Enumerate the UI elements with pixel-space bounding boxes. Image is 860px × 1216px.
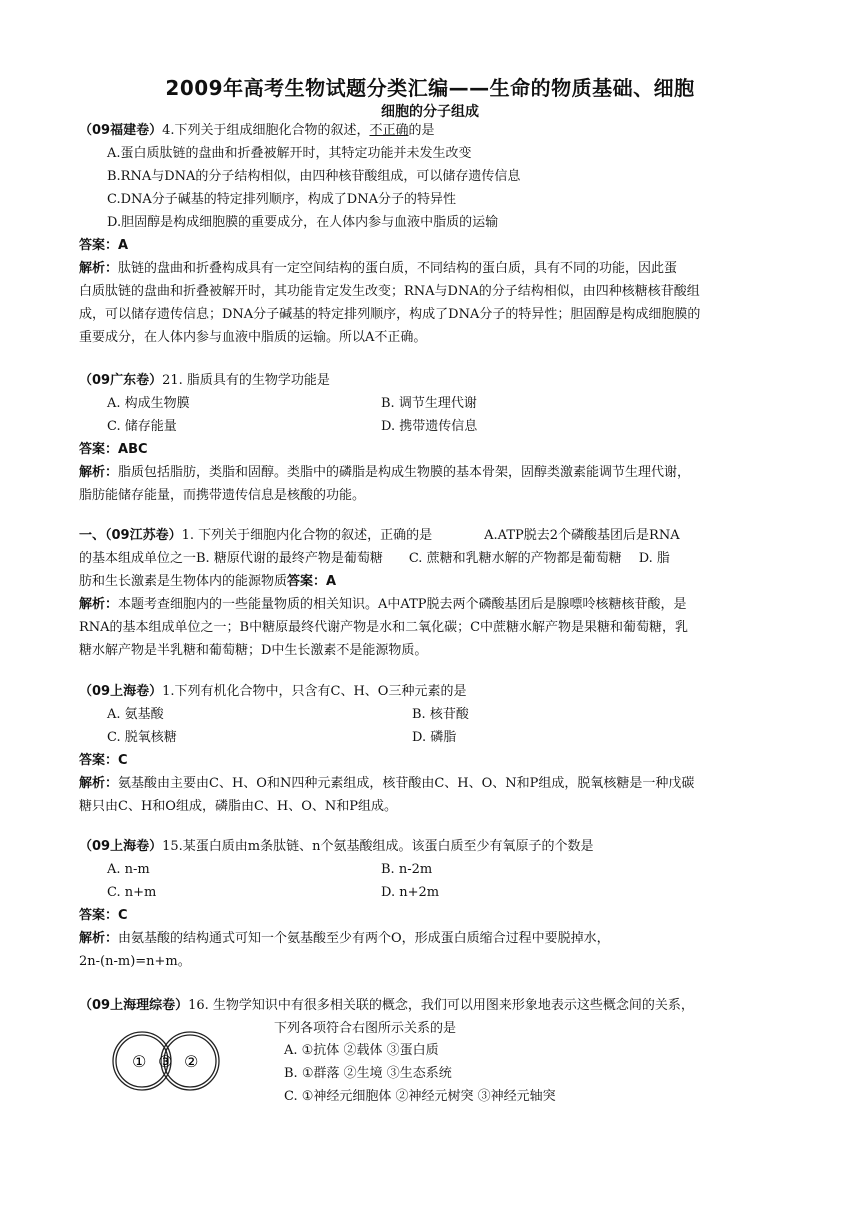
document-title: 2009年高考生物试题分类汇编——生命的物质基础、细胞 [165, 76, 695, 100]
q5-answer-value: C [118, 908, 128, 923]
q2-answer [79, 439, 148, 461]
venn-diagram [104, 1030, 228, 1092]
q5-stem [79, 836, 593, 858]
analysis-label: 解析： [79, 597, 119, 612]
q1-option-a: A.蛋白质肽链的盘曲和折叠被解开时，其特定功能并未发生改变 [107, 146, 472, 161]
q2-analysis-line-1 [79, 462, 690, 484]
q2-option-b: B. 调节生理代谢 [381, 396, 477, 411]
q2-option-d: D. 携带遗传信息 [381, 419, 478, 434]
q4-stem [79, 681, 466, 703]
q1-stem [79, 120, 435, 142]
q6-stem-text: 16. 生物学知识中有很多相关联的概念，我们可以用图来形象地表示这些概念间的关系， [188, 998, 694, 1013]
q6-option-b: B. ①群落 ②生境 ③生态系统 [284, 1066, 452, 1081]
q4-source: （09上海卷） [79, 684, 163, 699]
q2-answer-value: ABC [118, 442, 148, 457]
section-subtitle: 细胞的分子组成 [381, 104, 479, 120]
q1-option-d: D.胆固醇是构成细胞膜的重要成分，在人体内参与血液中脂质的运输 [107, 215, 499, 230]
q5-option-b: B. n-2m [381, 862, 433, 877]
q4-answer-value: C [118, 753, 128, 768]
q2-stem-text: 21. 脂质具有的生物学功能是 [162, 373, 330, 388]
q4-option-a: A. 氨基酸 [107, 707, 164, 722]
q1-analysis-line-4: 重要成分，在人体内参与血液中脂质的运输。所以A不正确。 [79, 330, 427, 345]
q4-stem-text: 1.下列有机化合物中，只含有C、H、O三种元素的是 [162, 684, 467, 699]
answer-label: 答案： [79, 238, 119, 253]
q4-option-c: C. 脱氧核糖 [107, 730, 177, 745]
q6-option-a: A. ①抗体 ②载体 ③蛋白质 [284, 1043, 439, 1058]
answer-label: 答案： [79, 908, 119, 923]
q3-analysis-text: 本题考查细胞内的一些能量物质的相关知识。A中ATP脱去两个磷酸基团后是腺嘌呤核糖核苷酸，是 [118, 597, 687, 612]
q1-option-b: B.RNA与DNA的分子结构相似，由四种核苷酸组成，可以储存遗传信息 [107, 169, 521, 184]
q5-option-c: C. n+m [107, 885, 157, 900]
q3-line-3 [79, 571, 336, 593]
q1-stem-text: 4.下列关于组成细胞化合物的叙述， [162, 123, 370, 138]
q1-source: （09福建卷） [79, 123, 163, 138]
q4-answer [79, 750, 128, 772]
q1-option-c: C.DNA分子碱基的特定排列顺序，构成了DNA分子的特异性 [107, 192, 456, 207]
q5-stem-text: 15.某蛋白质由m条肽链、n个氨基酸组成。该蛋白质至少有氧原子的个数是 [162, 839, 594, 854]
q4-option-b: B. 核苷酸 [412, 707, 469, 722]
q6-option-c: C. ①神经元细胞体 ②神经元树突 ③神经元轴突 [284, 1089, 556, 1104]
q6-source: （09上海理综卷） [79, 998, 189, 1013]
q3-prefix: 一、 [79, 528, 106, 543]
q3-line-2: 的基本组成单位之一B. 糖原代谢的最终产物是葡萄糖 C. 蔗糖和乳糖水解的产物都是葡萄糖 D. 脂 [79, 551, 670, 566]
q3-answer-value: A [326, 574, 337, 589]
q2-option-a: A. 构成生物膜 [107, 396, 190, 411]
q3-analysis-line-1 [79, 594, 687, 616]
answer-label: 答案： [79, 442, 119, 457]
analysis-label: 解析： [79, 465, 119, 480]
q2-analysis-line-2: 脂肪能储存能量，而携带遗传信息是核酸的功能。 [79, 488, 366, 503]
answer-label: 答案： [79, 753, 119, 768]
q4-analysis-text: 氨基酸由主要由C、H、O和N四种元素组成，核苷酸由C、H、O、N和P组成，脱氧核糖是一种戊碳 [118, 776, 695, 791]
q5-answer [79, 905, 128, 927]
q5-source: （09上海卷） [79, 839, 163, 854]
q1-analysis-line-3: 成，可以储存遗传信息；DNA分子碱基的特定排列顺序，构成了DNA分子的特异性；胆固醇是构成细胞膜的 [79, 307, 701, 322]
q3-analysis-line-3: 糖水解产物是半乳糖和葡萄糖；D中生长激素不是能源物质。 [79, 643, 428, 658]
q1-analysis-text: 肽链的盘曲和折叠构成具有一定空间结构的蛋白质，不同结构的蛋白质，具有不同的功能，因此蛋 [118, 261, 678, 276]
q3-source: （09江苏卷） [105, 528, 182, 543]
analysis-label: 解析： [79, 776, 119, 791]
venn-label-2: ② [184, 1052, 199, 1071]
q1-stem-end: 的是 [408, 123, 435, 138]
q2-option-c: C. 储存能量 [107, 419, 177, 434]
q5-analysis-line-1 [79, 928, 610, 950]
q3-analysis-line-2: RNA的基本组成单位之一；B中糖原最终代谢产物是水和二氧化碳；C中蔗糖水解产物是果糖和葡萄糖，乳 [79, 620, 689, 635]
q2-stem [79, 370, 330, 392]
q5-analysis-text: 由氨基酸的结构通式可知一个氨基酸至少有两个O，形成蛋白质缩合过程中要脱掉水， [118, 931, 610, 946]
venn-label-1: ① [132, 1052, 147, 1071]
q2-analysis-text: 脂质包括脂肪，类脂和固醇。类脂中的磷脂是构成生物膜的基本骨架，固醇类激素能调节生理代谢， [118, 465, 691, 480]
q1-stem-underlined: 不正确 [369, 123, 409, 138]
q5-option-a: A. n-m [107, 862, 150, 877]
q4-option-d: D. 磷脂 [412, 730, 457, 745]
q5-analysis-line-2: 2n-(n-m)=n+m。 [79, 954, 191, 969]
answer-label: 答案： [287, 574, 327, 589]
q6-stem-line-2: 下列各项符合右图所示关系的是 [274, 1021, 457, 1036]
q4-analysis-line-1 [79, 773, 694, 795]
venn-label-3: ③ [158, 1052, 173, 1071]
q3-line-3-text: 肪和生长激素是生物体内的能源物质 [79, 574, 288, 589]
q1-analysis-line-2: 白质肽链的盘曲和折叠被解开时，其功能肯定发生改变；RNA与DNA的分子结构相似，由四种核糖核苷酸组 [79, 284, 700, 299]
q1-analysis-line-1 [79, 258, 677, 280]
q1-answer [79, 235, 128, 257]
q1-answer-value: A [118, 238, 129, 253]
q2-source: （09广东卷） [79, 373, 163, 388]
q5-option-d: D. n+2m [381, 885, 440, 900]
q3-line-1-text: 1. 下列关于细胞内化合物的叙述，正确的是 A.ATP脱去2个磷酸基团后是RNA [181, 528, 680, 543]
analysis-label: 解析： [79, 261, 119, 276]
q4-analysis-line-2: 糖只由C、H和O组成，磷脂由C、H、O、N和P组成。 [79, 799, 398, 814]
q3-line-1 [79, 525, 680, 547]
analysis-label: 解析： [79, 931, 119, 946]
q6-stem [79, 995, 694, 1017]
